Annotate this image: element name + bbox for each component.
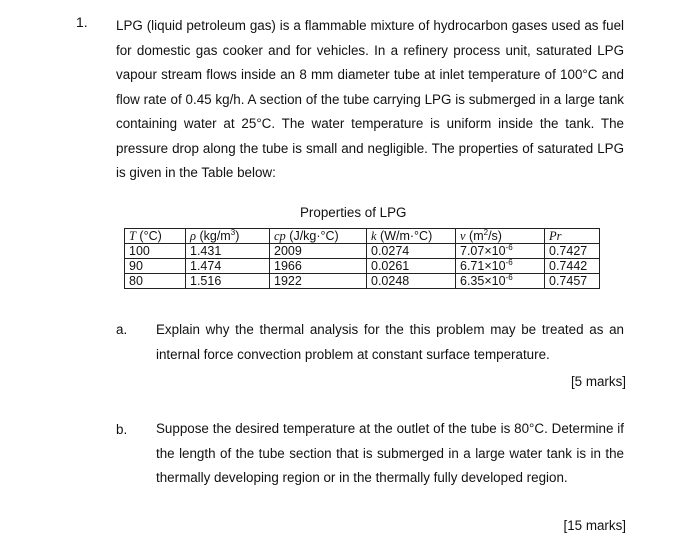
part-a-text: Explain why the thermal analysis for the this problem may be treated as an internal force convection problem at constant surface temperature. <box>156 322 624 362</box>
table-row <box>125 259 600 274</box>
question-number: 1. <box>76 14 88 30</box>
table-row <box>125 244 600 259</box>
header-temperature: T (°C) <box>125 229 186 244</box>
cell-density: 1.431 <box>186 244 270 259</box>
header-viscosity: ν $(m^2/s)$ <box>456 229 545 244</box>
part-a-label: a. <box>116 322 128 337</box>
cell-density: 1.474 <box>186 259 270 274</box>
question-text: LPG (liquid petroleum gas) is a flammable mixture of hydrocarbon gases used as fuel for domestic gas cooker and for vehicles. In a refinery process unit, saturated LPG vapour stream flows inside an 8 mm diameter tube at inlet temperature of 100°C and flow rate of 0.45 kg/h. A section of the tube carrying LPG is submerged in a large tank containing water at 25°C. The water temperature is uniform inside the tank. The pressure drop along the tube is small and negligible. The properties of saturated LPG is given in the Table below: <box>116 18 624 180</box>
cell-specific-heat: 2009 <box>270 244 367 259</box>
part-a-marks: [5 marks] <box>570 374 626 389</box>
cell-viscosity: $6.35\times 10^{-6}$ <box>456 274 545 289</box>
cell-viscosity: $6.71\times 10^{-6}$ <box>456 259 545 274</box>
table-header-row <box>125 229 600 244</box>
cell-conductivity: 0.0261 <box>367 259 456 274</box>
part-b-text: Suppose the desired temperature at the outlet of the tube is 80°C. Determine if the length of the tube section that is submerged in a large water tank is in the thermally developing region or in the thermally fully developed region. <box>156 421 624 485</box>
cell-specific-heat: 1922 <box>270 274 367 289</box>
header-density: ρ $(kg/m^3)$ <box>186 229 270 244</box>
part-b-marks: [15 marks] <box>563 518 626 533</box>
header-specific-heat: cp (J/kg·°C) <box>270 229 367 244</box>
cell-temperature: 80 <box>125 274 186 289</box>
part-b-label: b. <box>116 422 128 437</box>
cell-prandtl: 0.7442 <box>545 259 600 274</box>
cell-conductivity: 0.0274 <box>367 244 456 259</box>
header-prandtl: Pr <box>545 229 600 244</box>
header-conductivity: k (W/m·°C) <box>367 229 456 244</box>
cell-specific-heat: 1966 <box>270 259 367 274</box>
cell-viscosity: $7.07\times 10^{-6}$ <box>456 244 545 259</box>
cell-temperature: 90 <box>125 259 186 274</box>
cell-temperature: 100 <box>125 244 186 259</box>
cell-prandtl: 0.7427 <box>545 244 600 259</box>
table-row <box>125 274 600 289</box>
properties-table <box>124 228 600 289</box>
table-title: Properties of LPG <box>300 205 407 220</box>
cell-prandtl: 0.7457 <box>545 274 600 289</box>
cell-density: 1.516 <box>186 274 270 289</box>
cell-conductivity: 0.0248 <box>367 274 456 289</box>
